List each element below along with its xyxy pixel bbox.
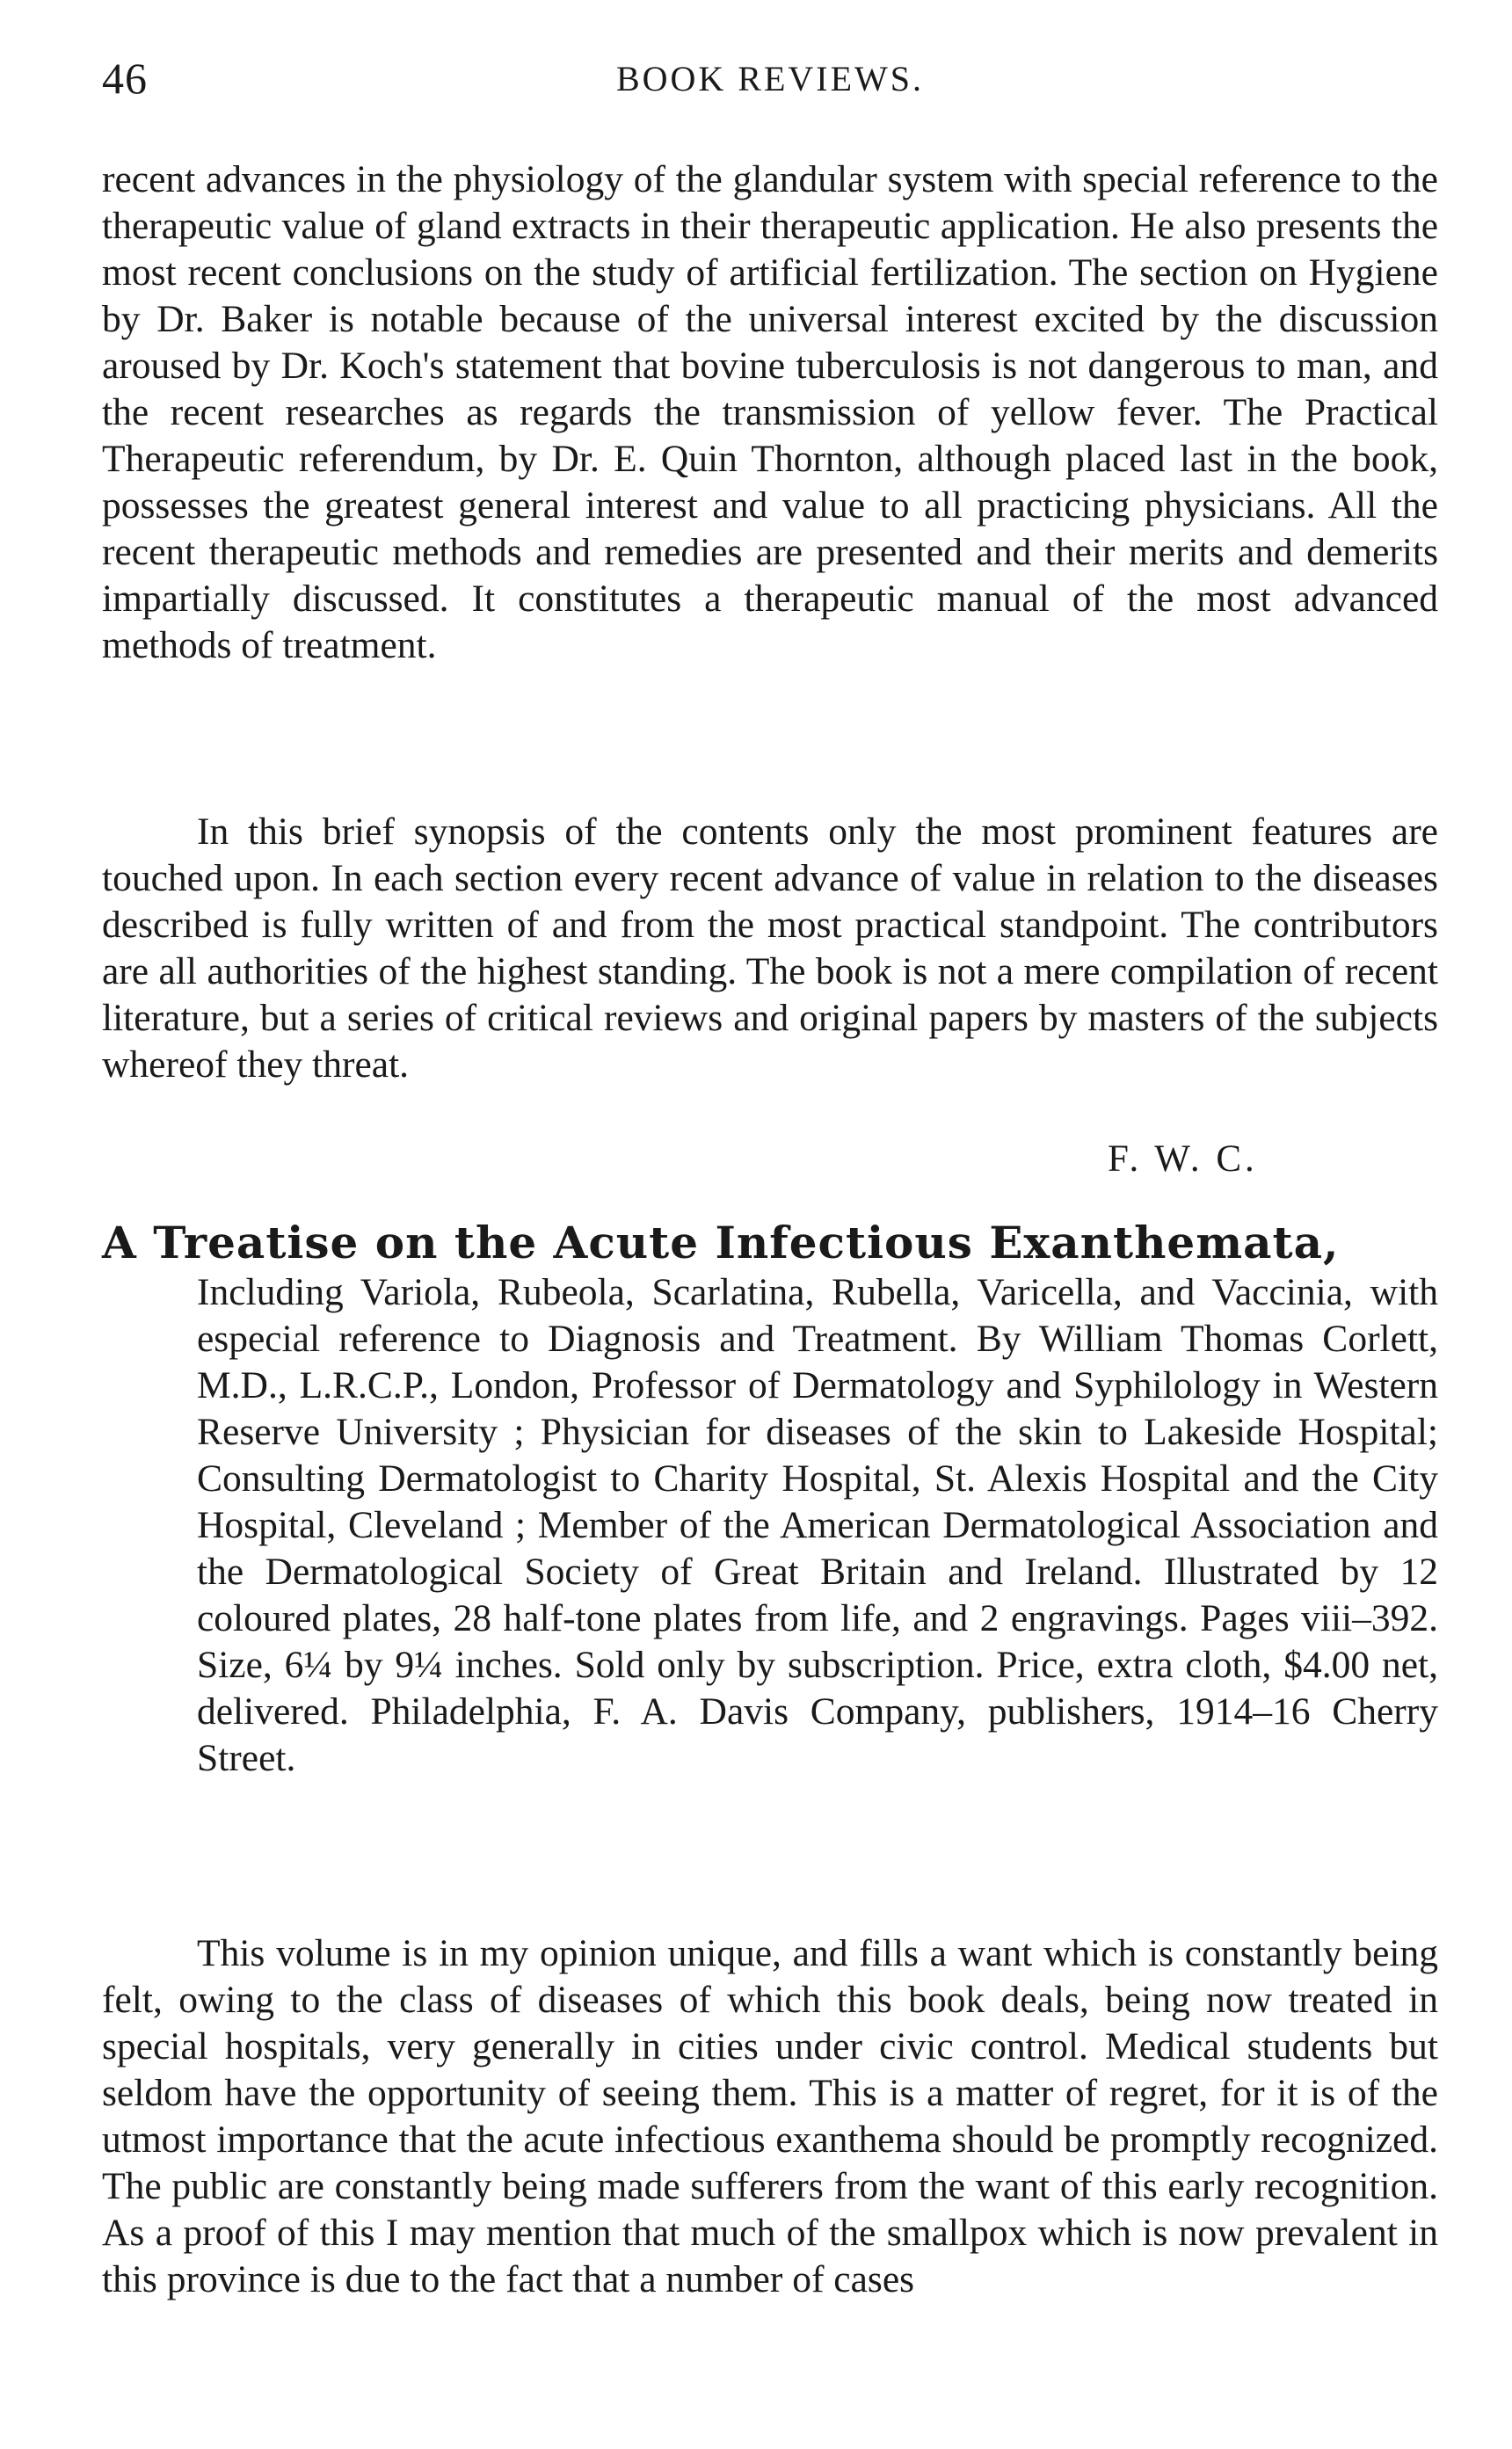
paragraph-continued-review: recent advances in the physiology of the glandular system with special reference to the therapeutic value of gland extracts in their therapeutic application. He also presents the most recent conclusions on the study of artificial fertilization. The section on Hygiene by Dr. Baker is notable because of the universal interest excited by the discussion aroused by Dr. Koch's statement that bovine tuberculosis is not dangerous to man, and the recent researches as regards the transmission of yellow fever. The Practical Therapeutic referendum, by Dr. E. Quin Thornton, although placed last in the book, possesses the greatest general interest and value to all practicing physicians. All the recent therapeutic methods and remedies are presented and their merits and demerits impartially discussed. It constitutes a therapeutic manual of the most advanced methods of treatment. bbox=[102, 158, 1438, 666]
page-number: 46 bbox=[102, 54, 148, 103]
review-heading bbox=[102, 1217, 1438, 1782]
review-book-title: A Treatise on the Acute Infectious Exanthemata, bbox=[102, 1217, 1340, 1268]
review-book-citation: Including Variola, Rubeola, Scarlatina, Rubella, Varicella, and Vaccinia, with especial reference to Diagnosis and Treatment. By William Thomas Corlett, M.D., L.R.C.P., London, Professor of Dermatology and Syphilology in Western Reserve University ; Physician for diseases of the skin to Lakeside Hospital; Consulting Dermatologist to Charity Hospital, St. Alexis Hospital and the City Hospital, Cleveland ; Member of the American Dermatological Association and the Dermatological Society of Great Britain and Ireland. Illustrated by 12 coloured plates, 28 half-tone plates from life, and 2 engravings. Pages viii–392. Size, 6¼ by 9¼ inches. Sold only by subscription. Price, extra cloth, $4.00 net, delivered. Philadelphia, F. A. Davis Company, publishers, 1914–16 Cherry Street. bbox=[197, 1271, 1438, 1779]
reviewer-signature: F. W. C. bbox=[1108, 1138, 1258, 1180]
running-title: BOOK REVIEWS. bbox=[615, 59, 925, 98]
paragraph-synopsis: In this brief synopsis of the contents only the most prominent features are touched upon. In each section every recent advance of value in relation to the diseases described is fully written of and from the most practical standpoint. The contributors are all authorities of the highest standing. The book is not a mere compilation of recent literature, but a series of critical reviews and original papers by masters of the subjects whereof they threat. bbox=[102, 810, 1438, 1086]
paragraph-review-opening: This volume is in my opinion unique, and fills a want which is constantly being felt, owing to the class of diseases of which this book deals, being now treated in special hospitals, very generally in cities under civic control. Medical students but seldom have the opportunity of seeing them. This is a matter of regret, for it is of the utmost importance that the acute infectious exanthema should be promptly recognized. The public are constantly being made sufferers from the want of this early recognition. As a proof of this I may mention that much of the smallpox which is now prevalent in this province is due to the fact that a number of cases bbox=[102, 1932, 1438, 2300]
running-header bbox=[102, 53, 1438, 114]
